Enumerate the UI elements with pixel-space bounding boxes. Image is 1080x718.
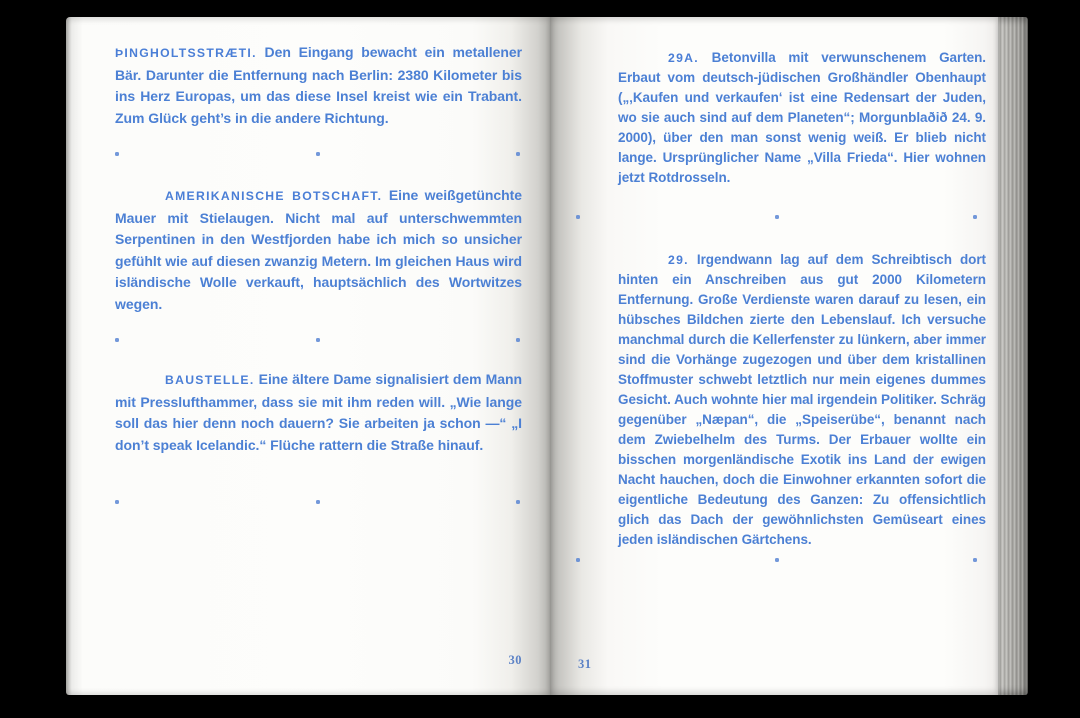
separator-dot (973, 558, 977, 562)
separator-dot (576, 215, 580, 219)
section-separator (576, 214, 977, 220)
entry-heading: BAUSTELLE. (165, 373, 255, 387)
separator-dot (316, 338, 320, 342)
entry-body: Den Eingang bewacht ein metallener Bär. Darunter die Entfernung nach Berlin: 2380 Kilometer bis ins Herz Europas, um das diese Insel kreist wie ein Trabant. Zum Glück geht’s in die andere Richtung. (115, 44, 523, 126)
separator-dot (115, 338, 119, 342)
entry-paragraph-amerikanische-botschaft (115, 185, 522, 315)
page-number-right: 31 (578, 657, 592, 671)
entry-paragraph-29 (618, 250, 986, 550)
entry-heading: ÞINGHOLTSSTRÆTI. (115, 46, 257, 60)
entry-paragraph-baustelle (115, 369, 522, 456)
separator-dot (516, 338, 520, 342)
separator-dot (316, 152, 320, 156)
separator-dot (115, 152, 119, 156)
separator-dot (316, 500, 320, 504)
left-page (66, 17, 550, 695)
entry-paragraph-thingholtsstraeti (115, 42, 522, 129)
separator-dot (115, 500, 119, 504)
entry-paragraph-29a (618, 48, 986, 188)
entry-body: Eine ältere Dame signalisiert dem Mann mit Presslufthammer, dass sie mit ihm reden will. „Wie lange soll das hier denn noch dauern? Sie arbeiten ja schon —“ „I don’t speak Icelandic.“ Flüche rattern die Straße hinauf. (115, 371, 522, 453)
section-separator (576, 557, 977, 563)
right-page (550, 17, 998, 695)
section-separator (115, 151, 520, 157)
entry-body: Eine weißgetünchte Mauer mit Stielaugen. Nicht mal auf unterschwemmten Serpentinen in den Westfjorden habe ich mich so unsicher gefühlt wie auf diesen zwanzig Metern. Im gleichen Haus wird isländische Wolle verkauft, hauptsächlich des Wortwitzes wegen. (115, 187, 523, 312)
separator-dot (516, 500, 520, 504)
separator-dot (516, 152, 520, 156)
section-separator (115, 499, 520, 505)
separator-dot (775, 558, 779, 562)
entry-heading: AMERIKANISCHE BOTSCHAFT. (165, 189, 383, 203)
entry-body: Betonvilla mit verwunschenem Garten. Erbaut vom deutsch-jüdischen Großhändler Obenhaupt („‚Kaufen und verkaufen‘ ist eine Redensart der Juden, wo sie auch sind auf dem Planeten“; Morgunblaðið 24. 9. 2000), über den man sonst wenig weiß. Er blieb nicht lange. Ursprünglicher Name „Villa Frieda“. Hier wohnen jetzt Rotdrosseln. (618, 50, 986, 185)
separator-dot (576, 558, 580, 562)
open-book (66, 17, 1028, 695)
separator-dot (973, 215, 977, 219)
separator-dot (775, 215, 779, 219)
section-separator (115, 337, 520, 343)
book-fore-edge (998, 17, 1028, 695)
entry-heading: 29A. (668, 51, 699, 65)
entry-heading: 29. (668, 253, 689, 267)
entry-body: Irgendwann lag auf dem Schreibtisch dort hinten ein Anschreiben aus gut 2000 Kilometern Entfernung. Große Verdienste waren darauf zu lesen, ein hübsches Bildchen zierte den Lebenslauf. Ich versuche manchmal durch die Kellerfenster zu lünkern, aber immer sind die Vorhänge zugezogen und über dem kristallinen Stoffmuster schwebt letztlich nur mein eigenes dummes Gesicht. Auch wohnte hier mal irgendein Politiker. Schräg gegenüber „Næpan“, die „Speiserübe“, benannt nach dem Zwiebelhelm des Turms. Der Erbauer wollte ein bisschen morgenländische Exotik ins Land der ewigen Nacht hauchen, doch die Einwohner erkannten sofort die eigentliche Bedeutung des Ganzen: Zu offensichtlich glich das Dach der gewöhnlichsten Gemüseart eines jeden isländischen Gärtchens. (618, 252, 986, 547)
page-number-left: 30 (508, 653, 522, 667)
